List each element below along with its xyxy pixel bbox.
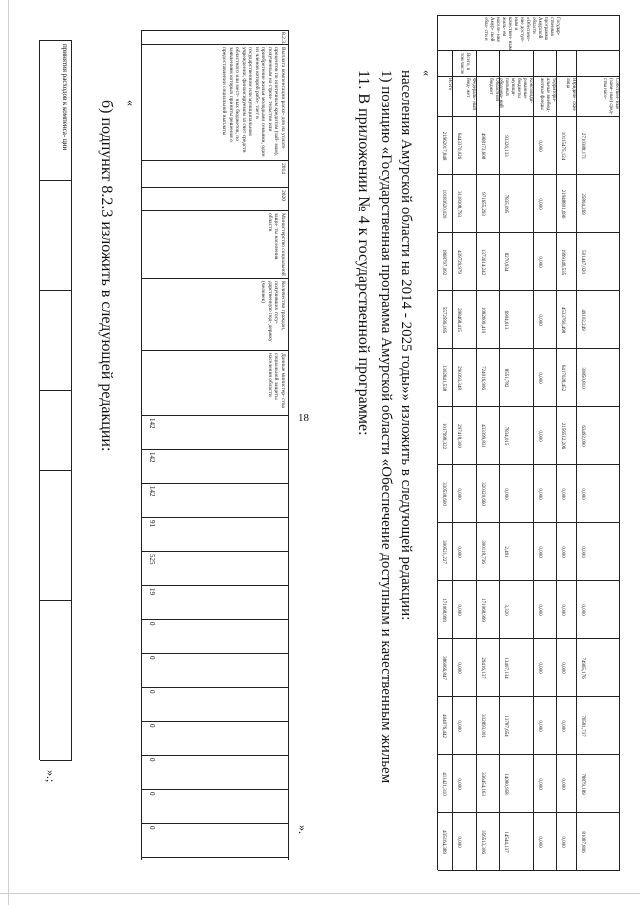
- row-823-divider: [142, 517, 289, 518]
- finance-col-divider: [438, 696, 620, 697]
- finance-cell: 14080,958: [503, 773, 508, 795]
- row-823-year-from: 2014: [280, 163, 286, 174]
- finance-cell: 724016,906: [480, 366, 485, 390]
- row-823-divider: [142, 449, 289, 450]
- finance-cell: 0,000: [456, 836, 461, 848]
- row-823-value: 0: [148, 826, 156, 830]
- finance-cell: 0,000: [537, 546, 542, 558]
- row-823-value: 0: [148, 758, 156, 762]
- finance-header-total: Всего, в том числе: [459, 53, 470, 75]
- section-heading: 11. В приложении № 4 к государственной программе:: [355, 70, 372, 436]
- finance-cell: 10115475,124: [560, 131, 565, 161]
- finance-row-divider: [499, 50, 500, 870]
- finance-cell: 0,000: [537, 778, 542, 790]
- finance-cell: 29416,137: [480, 657, 485, 679]
- finance-cell: 13787,654: [503, 715, 508, 737]
- finance-cell: 0,000: [537, 256, 542, 268]
- top-table-label: принятия расходов к компенса- ции: [61, 44, 69, 151]
- finance-cell: 0,000: [580, 488, 585, 500]
- finance-cell: 2,491: [503, 546, 508, 558]
- finance-cell: 0,000: [456, 488, 461, 500]
- finance-cell: 0,000: [560, 488, 565, 500]
- finance-cell: 0,000: [503, 488, 508, 500]
- finance-cell: 1999146,535: [560, 248, 565, 276]
- rotated-content: [20, 10, 620, 890]
- finance-cell: 74965,176: [580, 657, 585, 679]
- finance-cell: 0,000: [560, 546, 565, 558]
- row-823-value: 142: [148, 418, 156, 429]
- finance-cell: 8270,934: [503, 252, 508, 272]
- finance-cell: 14544,137: [503, 831, 508, 853]
- finance-row-divider: [556, 50, 557, 870]
- finance-cell: 0,000: [537, 720, 542, 732]
- finance-row-label: Всего: [447, 78, 452, 91]
- finance-row-label: Собствен- ные (заем- ные) сред- ства насе-: [602, 78, 619, 115]
- finance-cell: 0,000: [560, 604, 565, 616]
- finance-cell: 0,000: [537, 430, 542, 442]
- row-823-value: 91: [148, 520, 156, 527]
- row-823-value: 0: [148, 622, 156, 626]
- finance-cell: 0,000: [537, 372, 542, 384]
- finance-col-divider: [438, 232, 620, 233]
- row-823-divider: [142, 721, 289, 722]
- finance-status: Государ- ственная программа Амурской области «Обеспече- ние доступ- ным и качествен- ным жиль- ем населе- ния Амур- ской обла- сти н: [483, 17, 560, 50]
- finance-cell: 0,000: [456, 546, 461, 558]
- row-823-source: Данные министер- ства социальной защиты населения области: [267, 353, 286, 408]
- finance-col-divider: [438, 870, 620, 871]
- finance-cell: 386066,847: [441, 656, 446, 680]
- finance-col-divider: [438, 580, 620, 581]
- finance-cell: 0,000: [560, 662, 565, 674]
- finance-cell: 332893,001: [480, 714, 485, 738]
- finance-cell: 25804,269: [580, 193, 585, 215]
- finance-cell: 81087,806: [580, 831, 585, 853]
- finance-cell: 6443370,026: [456, 132, 461, 160]
- row-823-value: 142: [148, 486, 156, 497]
- finance-col-divider: [438, 116, 620, 117]
- finance-cell: 13407,134: [503, 657, 508, 679]
- finance-cell: 1017998,322: [441, 422, 446, 450]
- open-quote-2: «: [420, 70, 434, 76]
- row-823-executor: Министерство социальной защи- ты населения области: [267, 213, 286, 276]
- finance-cell: 0,000: [580, 604, 585, 616]
- finance-cell: 300521,227: [441, 540, 446, 564]
- finance-row-divider: [452, 50, 453, 870]
- finance-cell: 4533760,498: [560, 306, 565, 334]
- finance-cell: 336454,163: [480, 772, 485, 796]
- finance-row-divider: [476, 50, 477, 870]
- finance-cell: 290393,348: [456, 366, 461, 390]
- finance-cell: 6417028,452: [560, 364, 565, 392]
- finance-cell: 10183620,020: [441, 189, 446, 219]
- row-823-description: Выплата компенсации расхо- дов на уплате процентов по ипотечным кредитам (зай- мам), полученным на строи- тельство или приобретение жилья молодыми семьями, один из членов которой рабо- тает в государственном или муниципальном учреждении, финансируемом за счет средств областного или мест- ных бюджетов, по заявлениям которых приняты решения о предоставлении социальной выплаты: [221, 47, 286, 157]
- row-823-divider: [142, 857, 289, 858]
- row-823-divider: [142, 687, 289, 688]
- finance-row-label: Областной бюджет: [488, 78, 499, 102]
- finance-col-divider: [438, 464, 620, 465]
- finance-col-divider: [438, 406, 620, 407]
- finance-cell: 3118308,793: [456, 190, 461, 218]
- finance-row-label: Консолиди- рованные бюджеты муници- пальных образова- ний: [498, 78, 533, 108]
- finance-cell: 300118,736: [480, 540, 485, 564]
- row-823-divider: [142, 789, 289, 790]
- finance-col-divider: [438, 174, 620, 175]
- finance-row-divider: [533, 50, 534, 870]
- row-823-indicator: Количество граждан, получивших госу- дарственную под- держку (человек): [260, 281, 286, 342]
- row-823-number: 8.2.3.: [280, 32, 286, 45]
- finance-cell: 0,000: [456, 604, 461, 616]
- row-823-value: 19: [148, 588, 156, 595]
- finance-cell: 0,000: [560, 720, 565, 732]
- finance-cell: 0,000: [537, 662, 542, 674]
- item1-line2: населения Амурской области на 2014 - 2025 годы»» изложить в следующей редакции:: [398, 70, 414, 621]
- row-823-value: 0: [148, 656, 156, 660]
- subpoint-heading: б) подпункт 8.2.3 изложить в следующей редакции:: [98, 100, 115, 452]
- finance-cell: 8551,782: [503, 368, 508, 388]
- finance-cell: 93326,133: [503, 135, 508, 157]
- scan-edge-bottom: [0, 893, 640, 894]
- row-823-value: 0: [148, 724, 156, 728]
- finance-cell: 7835,095: [503, 194, 508, 214]
- finance-cell: 76581,737: [580, 715, 585, 737]
- finance-cell: 78879,189: [580, 773, 585, 795]
- finance-cell: 171068,999: [480, 598, 485, 622]
- finance-cell: 0,000: [560, 778, 565, 790]
- finance-cell: 439729,979: [456, 250, 461, 274]
- finance-cell: 0,000: [537, 198, 542, 210]
- finance-col-divider: [438, 812, 620, 813]
- finance-cell: 49102,249: [580, 309, 585, 331]
- finance-row-divider: [619, 50, 620, 870]
- row-823-closing: ».: [296, 825, 310, 834]
- finance-cell: 0,000: [537, 488, 542, 500]
- finance-cell: 0,000: [456, 778, 461, 790]
- row-823-value: 0: [148, 792, 156, 796]
- finance-cell: 21962017,848: [441, 131, 446, 161]
- finance-cell: 7834,015: [503, 426, 508, 446]
- row-823-divider: [142, 483, 289, 484]
- finance-cell: 320320,660: [480, 482, 485, 506]
- finance-col-divider: [438, 348, 620, 349]
- finance-cell: 0,000: [456, 720, 461, 732]
- finance-cell: 0,000: [456, 662, 461, 674]
- row-823-divider: [142, 653, 289, 654]
- finance-row-label: территори- альные внебюд- жетные фонды: [539, 78, 556, 113]
- row-823-divider: [142, 755, 289, 756]
- finance-cell: 1082609,410: [480, 306, 485, 334]
- finance-cell: 0,000: [537, 836, 542, 848]
- finance-cell: 0,000: [537, 140, 542, 152]
- finance-row-label: Федераль- ный бюд- жет: [465, 78, 476, 111]
- finance-cell: 0,000: [560, 836, 565, 848]
- finance-cell: 330538,600: [441, 482, 446, 506]
- top-table-closing: ».;: [44, 770, 58, 783]
- scan-edge-left: [8, 0, 9, 905]
- finance-cell: 356513,306: [480, 830, 485, 854]
- finance-cell: 63492,090: [580, 425, 585, 447]
- finance-cell: 2156512,206: [560, 422, 565, 450]
- finance-cell: 1868797,092: [441, 248, 446, 276]
- finance-cell: 171068,999: [441, 598, 446, 622]
- page-number: 18: [298, 412, 309, 424]
- finance-cell: 3,320: [503, 604, 508, 616]
- finance-cell: 298468,415: [456, 308, 461, 332]
- finance-col-divider: [438, 290, 620, 291]
- row-823-value: 0: [148, 690, 156, 694]
- finance-cell: 501447,020: [580, 250, 585, 274]
- finance-cell: 0,000: [580, 546, 585, 558]
- row-823-value: 142: [148, 452, 156, 463]
- finance-cell: 2710388,171: [580, 132, 585, 160]
- finance-cell: 435164,389: [441, 830, 446, 854]
- finance-cell: 6904,613: [503, 310, 508, 330]
- finance-cell: 971655,293: [480, 192, 485, 216]
- finance-cell: 30850,810: [580, 367, 585, 389]
- finance-row-label: Юридиче- ские лица: [565, 78, 576, 111]
- finance-cell: 0,000: [537, 604, 542, 616]
- row-823-divider: [142, 551, 289, 552]
- finance-cell: 5572599,185: [441, 306, 446, 334]
- finance-col-divider: [438, 638, 620, 639]
- row-823-year-to: 2020: [280, 190, 286, 201]
- finance-cell: 0,000: [537, 314, 542, 326]
- open-quote-1: «: [124, 100, 138, 106]
- row-823-divider: [142, 823, 289, 824]
- finance-col-divider: [438, 754, 620, 755]
- row-823-value: 525: [148, 554, 156, 565]
- finance-cell: 297418,300: [456, 424, 461, 448]
- finance-cell: 433399,831: [480, 424, 485, 448]
- finance-row-divider: [576, 50, 577, 870]
- row-823-divider: [142, 619, 289, 620]
- finance-cell: 1302841,538: [441, 364, 446, 392]
- finance-cell: 404076,442: [441, 714, 446, 738]
- item1-line1: 1) позицию «Государственная программа Амурской области «Обеспечение доступным и качественным жильем: [378, 70, 394, 784]
- finance-cell: 411421,310: [441, 772, 446, 796]
- finance-col-divider: [438, 522, 620, 523]
- row-823-divider: [142, 585, 289, 586]
- finance-cell: 1372614,242: [480, 248, 485, 276]
- finance-cell: 4968173,608: [480, 132, 485, 160]
- finance-cell: 21948801,696: [560, 189, 565, 219]
